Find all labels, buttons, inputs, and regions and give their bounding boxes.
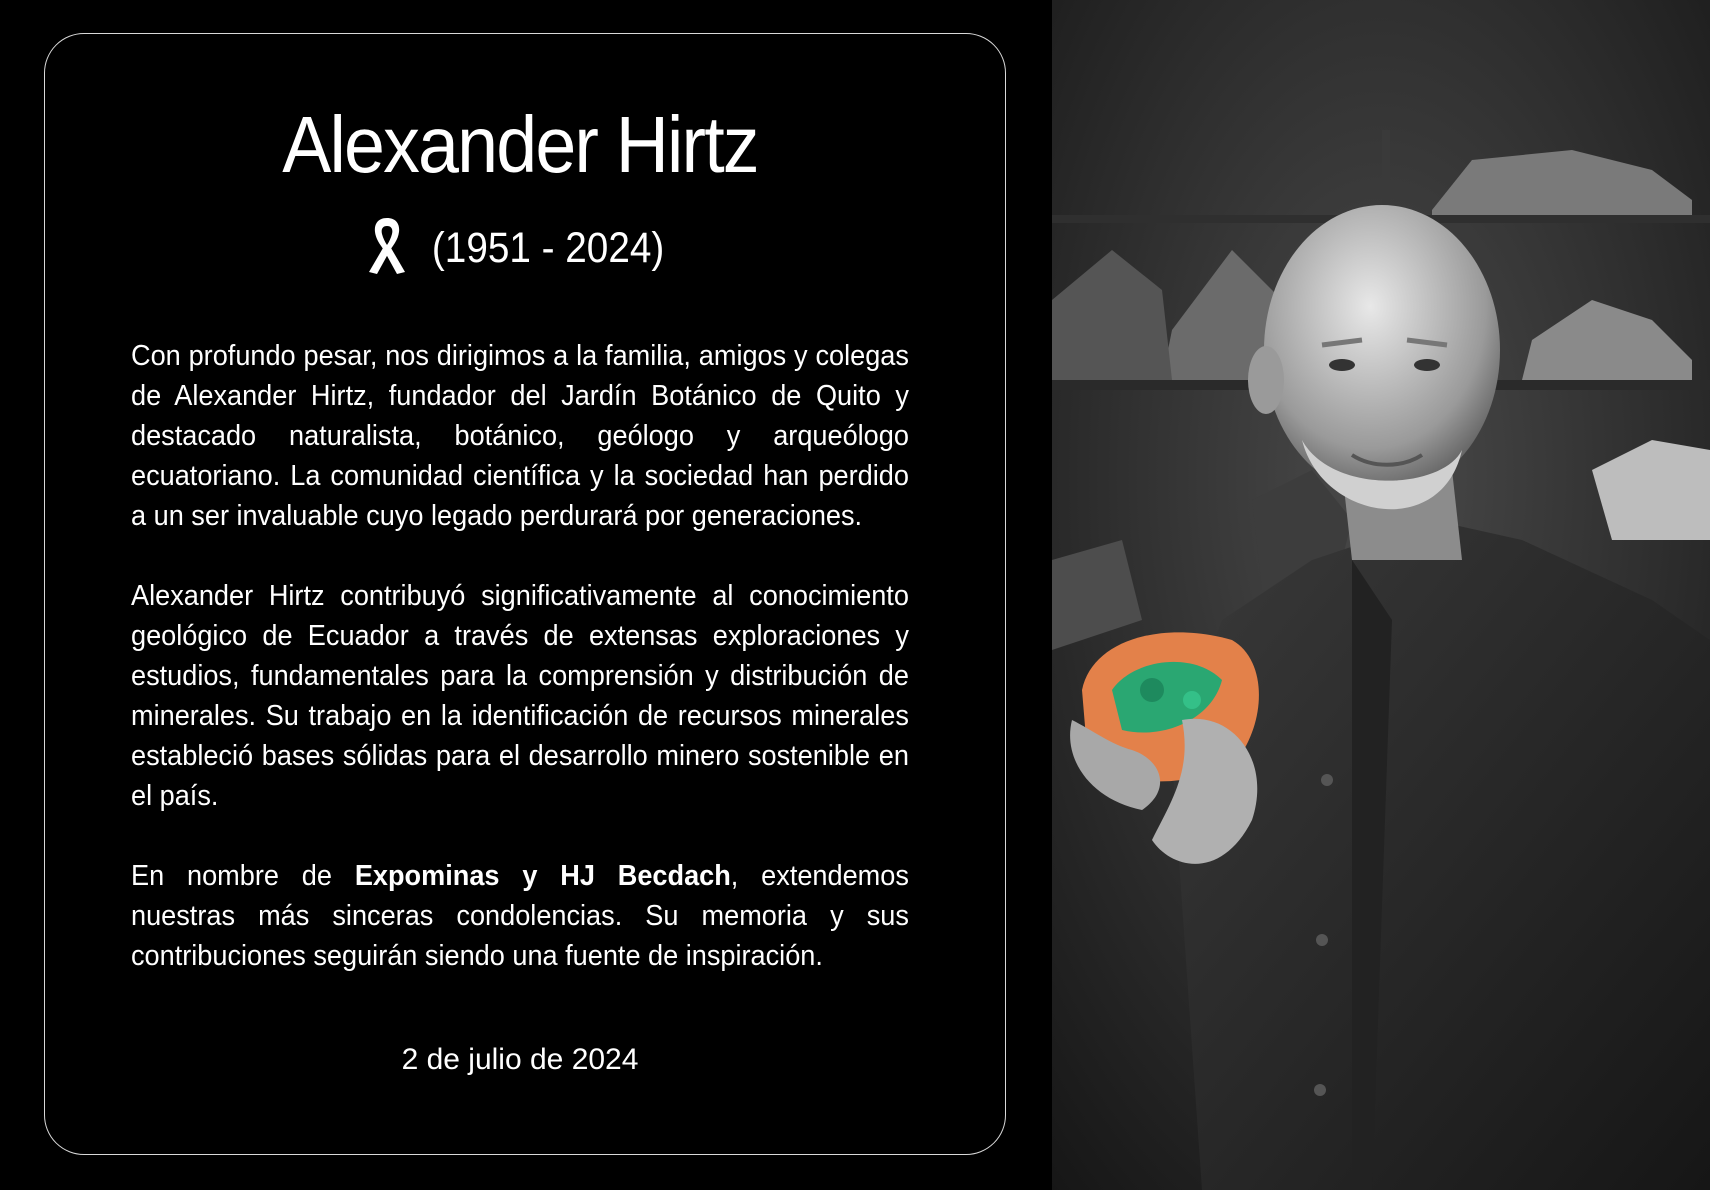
paragraph-on-behalf [131, 856, 909, 976]
on-behalf-prefix: En nombre de [131, 860, 355, 892]
paragraph-condolence: Con profundo pesar, nos dirigimos a la familia, amigos y colegas de Alexander Hirtz, fundador del Jardín Botánico de Quito y destacado naturalista, botánico, geólogo y arqueólogo ecuatoriano. La comunidad científica y la sociedad han perdido a un ser invaluable cuyo legado perdurará por generaciones. [131, 340, 909, 532]
on-behalf-suffix: , extendemos nuestras más sinceras condolencias. Su memoria y sus contribuciones seguirán siendo una fuente de inspiración. [131, 860, 909, 972]
portrait-photo [1052, 0, 1710, 1190]
memorial-name: Alexander Hirtz [282, 100, 758, 189]
years-row [0, 212, 1040, 288]
mourning-ribbon-icon [363, 212, 411, 288]
life-years: (1951 - 2024) [431, 224, 665, 272]
memorial-date: 2 de julio de 2024 [401, 1043, 639, 1076]
organization-names: Expominas y HJ Becdach [354, 860, 731, 892]
paragraph-contributions: Alexander Hirtz contribuyó significativamente al conocimiento geológico de Ecuador a través de extensas exploraciones y estudios, fundamentales para la comprensión y distribución de minerales. Su trabajo en la identificación de recursos minerales estableció bases sólidas para el desarrollo minero sostenible en el país. [131, 580, 909, 812]
